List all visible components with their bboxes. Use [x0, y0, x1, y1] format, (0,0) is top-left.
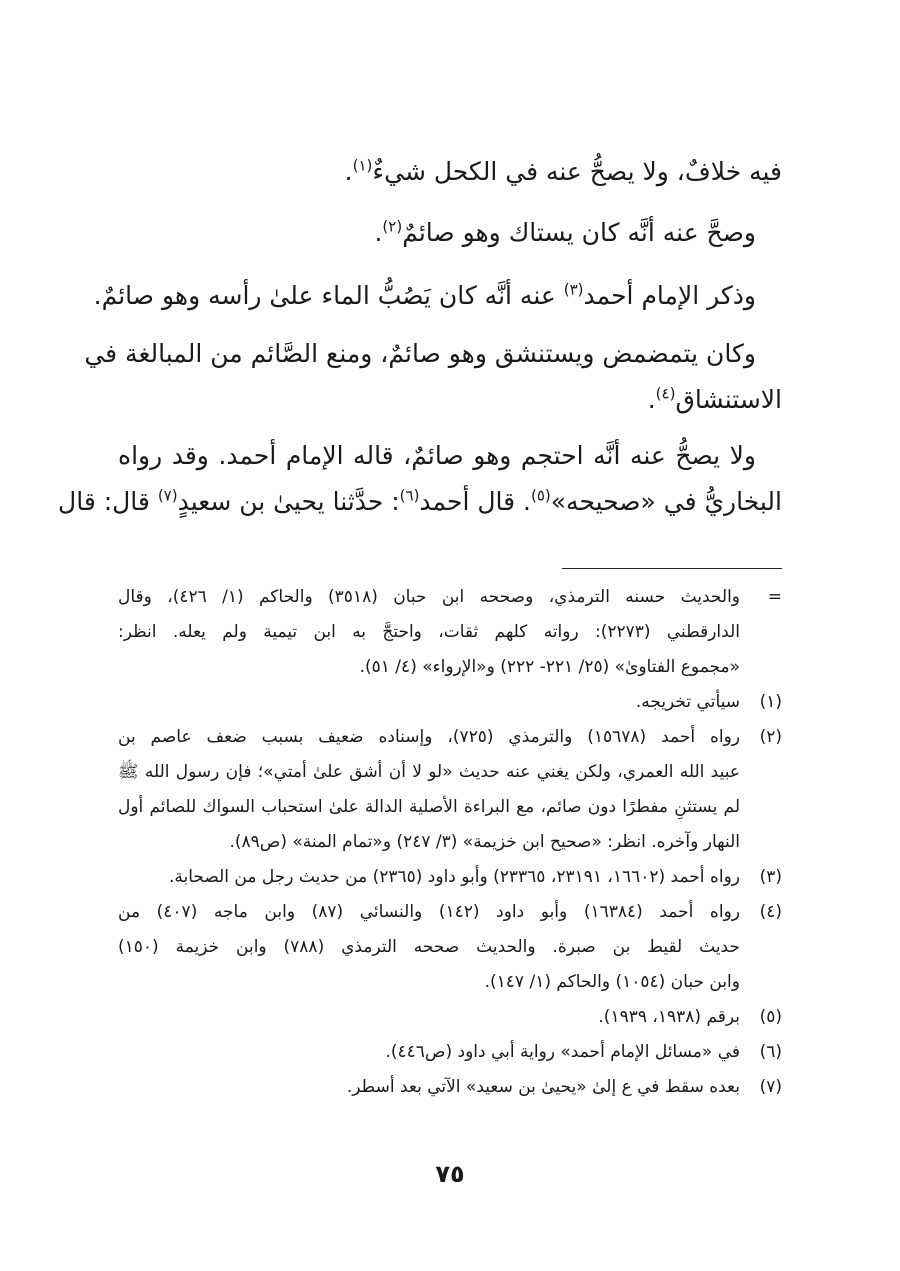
paragraph-2: [118, 217, 756, 249]
footnote-number: (١): [759, 692, 782, 712]
footnote-line: عبيد الله العمري، ولكن يغني عنه حديث «لو لا أن أشق علىٰ أمتي»؛ فإن رسول الله ﷺ: [118, 762, 740, 782]
footnote-line: لم يستثنِ مفطرًا دون صائم، مع البراءة الأصلية الدالة علىٰ استحباب السواك للصائم أول: [118, 797, 740, 817]
footnote-number: (٤): [759, 902, 782, 922]
paragraph-text: عنه أنَّه كان يَصُبُّ الماء علىٰ رأسه وهو صائمٌ.: [93, 281, 564, 310]
footnote-line: حديث لقيط بن صبرة. والحديث صححه الترمذي (٧٨٨) وابن خزيمة (١٥٠): [118, 937, 740, 957]
footnote: [118, 1070, 782, 1105]
footnote: [118, 895, 782, 1000]
footnote: [118, 860, 782, 895]
footnote-ref: (٥): [530, 486, 551, 505]
footnote-line: والحديث حسنه الترمذي، وصححه ابن حبان (٣٥١٨) والحاكم (١/ ٤٢٦)، وقال: [118, 587, 741, 607]
paragraph-5: [58, 440, 782, 518]
footnote: [118, 720, 782, 860]
footnote-line: بعده سقط في ع إلىٰ «يحيىٰ بن سعيد» الآتي بعد أسطر.: [346, 1077, 740, 1097]
period: .: [647, 385, 656, 414]
footnote: [118, 1000, 782, 1035]
footnote-ref: (٣): [563, 280, 584, 299]
footnote-number: (٢): [759, 727, 782, 747]
paragraph-text: قال: قال: [58, 487, 158, 516]
paragraph-text: الاستنشاق: [675, 385, 782, 414]
footnote-ref: (٦): [399, 486, 420, 505]
footnote: [118, 685, 782, 720]
footnote-line: الدارقطني (٢٢٧٣): رواته كلهم ثقات، واحتجَّ به ابن تيمية ولم يعله. انظر:: [118, 622, 740, 642]
paragraph-4: [84, 338, 782, 416]
footnote-number: (٣): [759, 867, 782, 887]
footnote-line: رواه أحمد (١٥٦٧٨) والترمذي (٧٢٥)، وإسناده ضعيف بسبب ضعف عاصم بن: [118, 727, 740, 747]
paragraph-text: : حدَّثنا يحيىٰ بن سعيدٍ: [177, 487, 400, 516]
footnote-ref: (٢): [382, 217, 403, 236]
paragraph-1: [118, 156, 782, 188]
period: .: [344, 157, 353, 186]
period: .: [374, 218, 383, 247]
footnote-line: برقم (١٩٣٨، ١٩٣٩).: [598, 1007, 740, 1027]
paragraph-text: البخاريُّ في «صحيحه»: [550, 487, 782, 516]
footnote-ref: (٧): [157, 486, 178, 505]
paragraph-text: وكان يتمضمض ويستنشق وهو صائمٌ، ومنع الصَّائم من المبالغة في: [84, 339, 756, 368]
footnote-number: =: [767, 587, 782, 607]
footnote-line: النهار وآخره. انظر: «صحيح ابن خزيمة» (٣/ ٢٤٧) و«تمام المنة» (ص٨٩).: [229, 832, 740, 852]
footnote-line: رواه أحمد (١٦٦٠٢، ٢٣١٩١، ٢٣٣٦٥) وأبو داود (٢٣٦٥) من حديث رجل من الصحابة.: [168, 867, 740, 887]
footnote-number: (٥): [759, 1007, 782, 1027]
footnote-ref: (٤): [655, 384, 676, 403]
footnote-line: في «مسائل الإمام أحمد» رواية أبي داود (ص٤٤٦).: [385, 1042, 740, 1062]
footnote: [118, 1035, 782, 1070]
footnotes: [118, 580, 782, 1105]
footnote-number: (٦): [759, 1042, 782, 1062]
page-number: ٧٥: [435, 1160, 465, 1188]
footnote-line: رواه أحمد (١٦٣٨٤) وأبو داود (١٤٢) والنسائي (٨٧) وابن ماجه (٤٠٧) من: [118, 902, 740, 922]
paragraph-text: ولا يصحُّ عنه أنَّه احتجم وهو صائمٌ، قاله الإمام أحمد. وقد رواه: [118, 441, 756, 470]
footnote-line: «مجموع الفتاوىٰ» (٢٥/ ٢٢١- ٢٢٢) و«الإرواء» (٤/ ٥١).: [359, 657, 740, 677]
footnote-line: سيأتي تخريجه.: [635, 692, 740, 712]
paragraph-text: وذكر الإمام أحمد: [583, 281, 756, 310]
paragraph-text: وصحَّ عنه أنَّه كان يستاك وهو صائمٌ: [402, 218, 756, 247]
paragraph-3: [93, 280, 756, 312]
paragraph-text: فيه خلافٌ، ولا يصحُّ عنه في الكحل شيءٌ: [372, 157, 782, 186]
footnote-divider: [562, 568, 782, 569]
footnote-number: (٧): [759, 1077, 782, 1097]
footnote-line: وابن حبان (١٠٥٤) والحاكم (١/ ١٤٧).: [484, 972, 740, 992]
paragraph-text: . قال أحمد: [419, 487, 531, 516]
footnote: [118, 580, 782, 685]
footnote-ref: (١): [352, 156, 373, 175]
